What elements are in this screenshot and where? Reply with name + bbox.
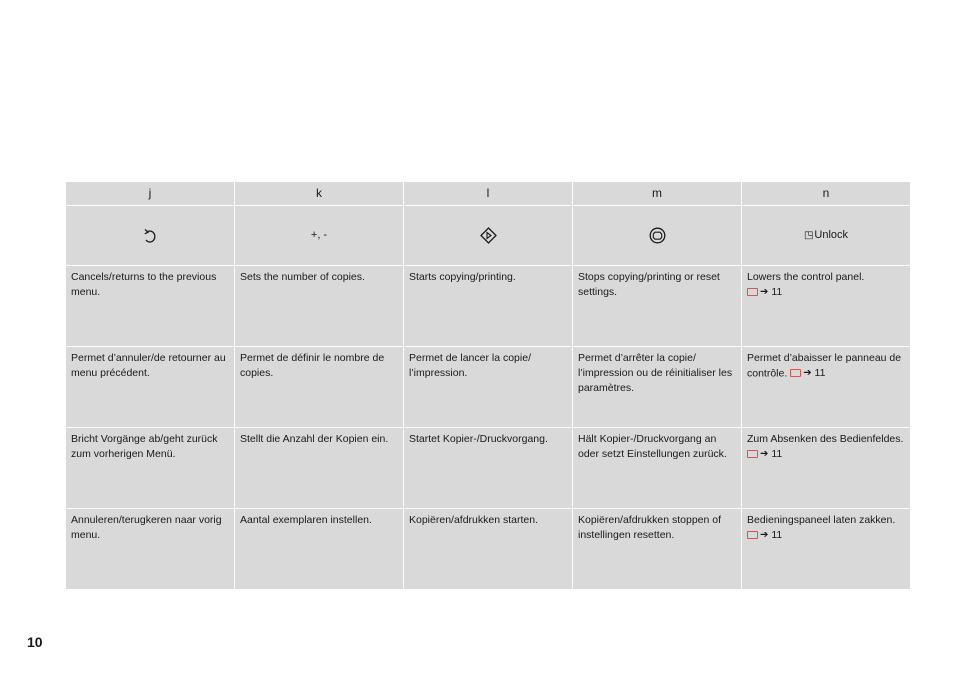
ref-page: 11	[814, 367, 826, 380]
cell-start-de: Startet Kopier-/Druckvorgang.	[404, 428, 573, 509]
cell-back-fr: Permet d’annuler/de retourner au menu précédent.	[66, 347, 235, 428]
back-icon	[143, 229, 157, 241]
cell-stop-nl: Kopiëren/afdrukken stoppen of instellingen resetten.	[573, 509, 742, 590]
cell-copies-fr: Permet de définir le nombre de copies.	[235, 347, 404, 428]
cell-start-en: Starts copying/printing.	[404, 266, 573, 347]
header-cell-n: n	[742, 182, 911, 206]
header-cell-l: l	[404, 182, 573, 206]
cell-unlock-fr: Permet d’abaisser le panneau de contrôle. ➔ 11	[742, 347, 911, 428]
ref-page: 11	[771, 286, 783, 299]
header-cell-k: k	[235, 182, 404, 206]
arrow-icon: ➔	[760, 449, 769, 460]
ref-page: 11	[771, 448, 783, 461]
row-german	[66, 428, 911, 509]
cell-back-en: Cancels/returns to the previous menu.	[66, 266, 235, 347]
icon-cell-stop	[573, 206, 742, 266]
cell-unlock-en: Lowers the control panel. ➔ 11	[742, 266, 911, 347]
arrow-icon: ➔	[760, 287, 769, 298]
cell-back-de: Bricht Vorgänge ab/geht zurück zum vorherigen Menü.	[66, 428, 235, 509]
cell-stop-de: Hält Kopier-/Druckvorgang an oder setzt Einstellungen zurück.	[573, 428, 742, 509]
book-icon	[790, 369, 801, 377]
arrow-icon: ➔	[803, 368, 812, 379]
cell-stop-en: Stops copying/printing or reset settings.	[573, 266, 742, 347]
book-icon	[747, 450, 758, 458]
stop-icon	[649, 229, 666, 241]
arrow-icon: ➔	[760, 530, 769, 541]
cell-back-nl: Annuleren/terugkeren naar vorig menu.	[66, 509, 235, 590]
icon-cell-back	[66, 206, 235, 266]
start-icon	[480, 229, 497, 241]
page-reference	[747, 448, 782, 460]
book-icon	[747, 288, 758, 296]
unlock-icon: ◳	[803, 230, 814, 241]
cell-copies-de: Stellt die Anzahl der Kopien ein.	[235, 428, 404, 509]
page-reference	[747, 529, 782, 541]
header-cell-m: m	[573, 182, 742, 206]
cell-copies-nl: Aantal exemplaren instellen.	[235, 509, 404, 590]
cell-start-nl: Kopiëren/afdrukken starten.	[404, 509, 573, 590]
cell-copies-en: Sets the number of copies.	[235, 266, 404, 347]
book-icon	[747, 531, 758, 539]
cell-unlock-nl: Bedieningspaneel laten zakken. ➔ 11	[742, 509, 911, 590]
header-cell-j: j	[66, 182, 235, 206]
icon-row	[66, 206, 911, 266]
row-dutch	[66, 509, 911, 590]
icon-cell-unlock	[742, 206, 911, 266]
page-number: 10	[27, 634, 43, 650]
page-reference	[790, 367, 825, 379]
page-reference	[747, 286, 782, 298]
cell-stop-fr: Permet d’arrêter la copie/ l’impression ou de réinitialiser les paramètres.	[573, 347, 742, 428]
row-english	[66, 266, 911, 347]
icon-cell-plusminus	[235, 206, 404, 266]
ref-page: 11	[771, 529, 783, 542]
unlock-label: Unlock	[814, 229, 849, 241]
row-french	[66, 347, 911, 428]
header-row	[66, 182, 911, 206]
plus-minus-label: +, -	[310, 229, 328, 241]
cell-unlock-de: Zum Absenken des Bedienfeldes. ➔ 11	[742, 428, 911, 509]
cell-start-fr: Permet de lancer la copie/ l’impression.	[404, 347, 573, 428]
icon-cell-start	[404, 206, 573, 266]
button-reference-table	[65, 181, 911, 590]
